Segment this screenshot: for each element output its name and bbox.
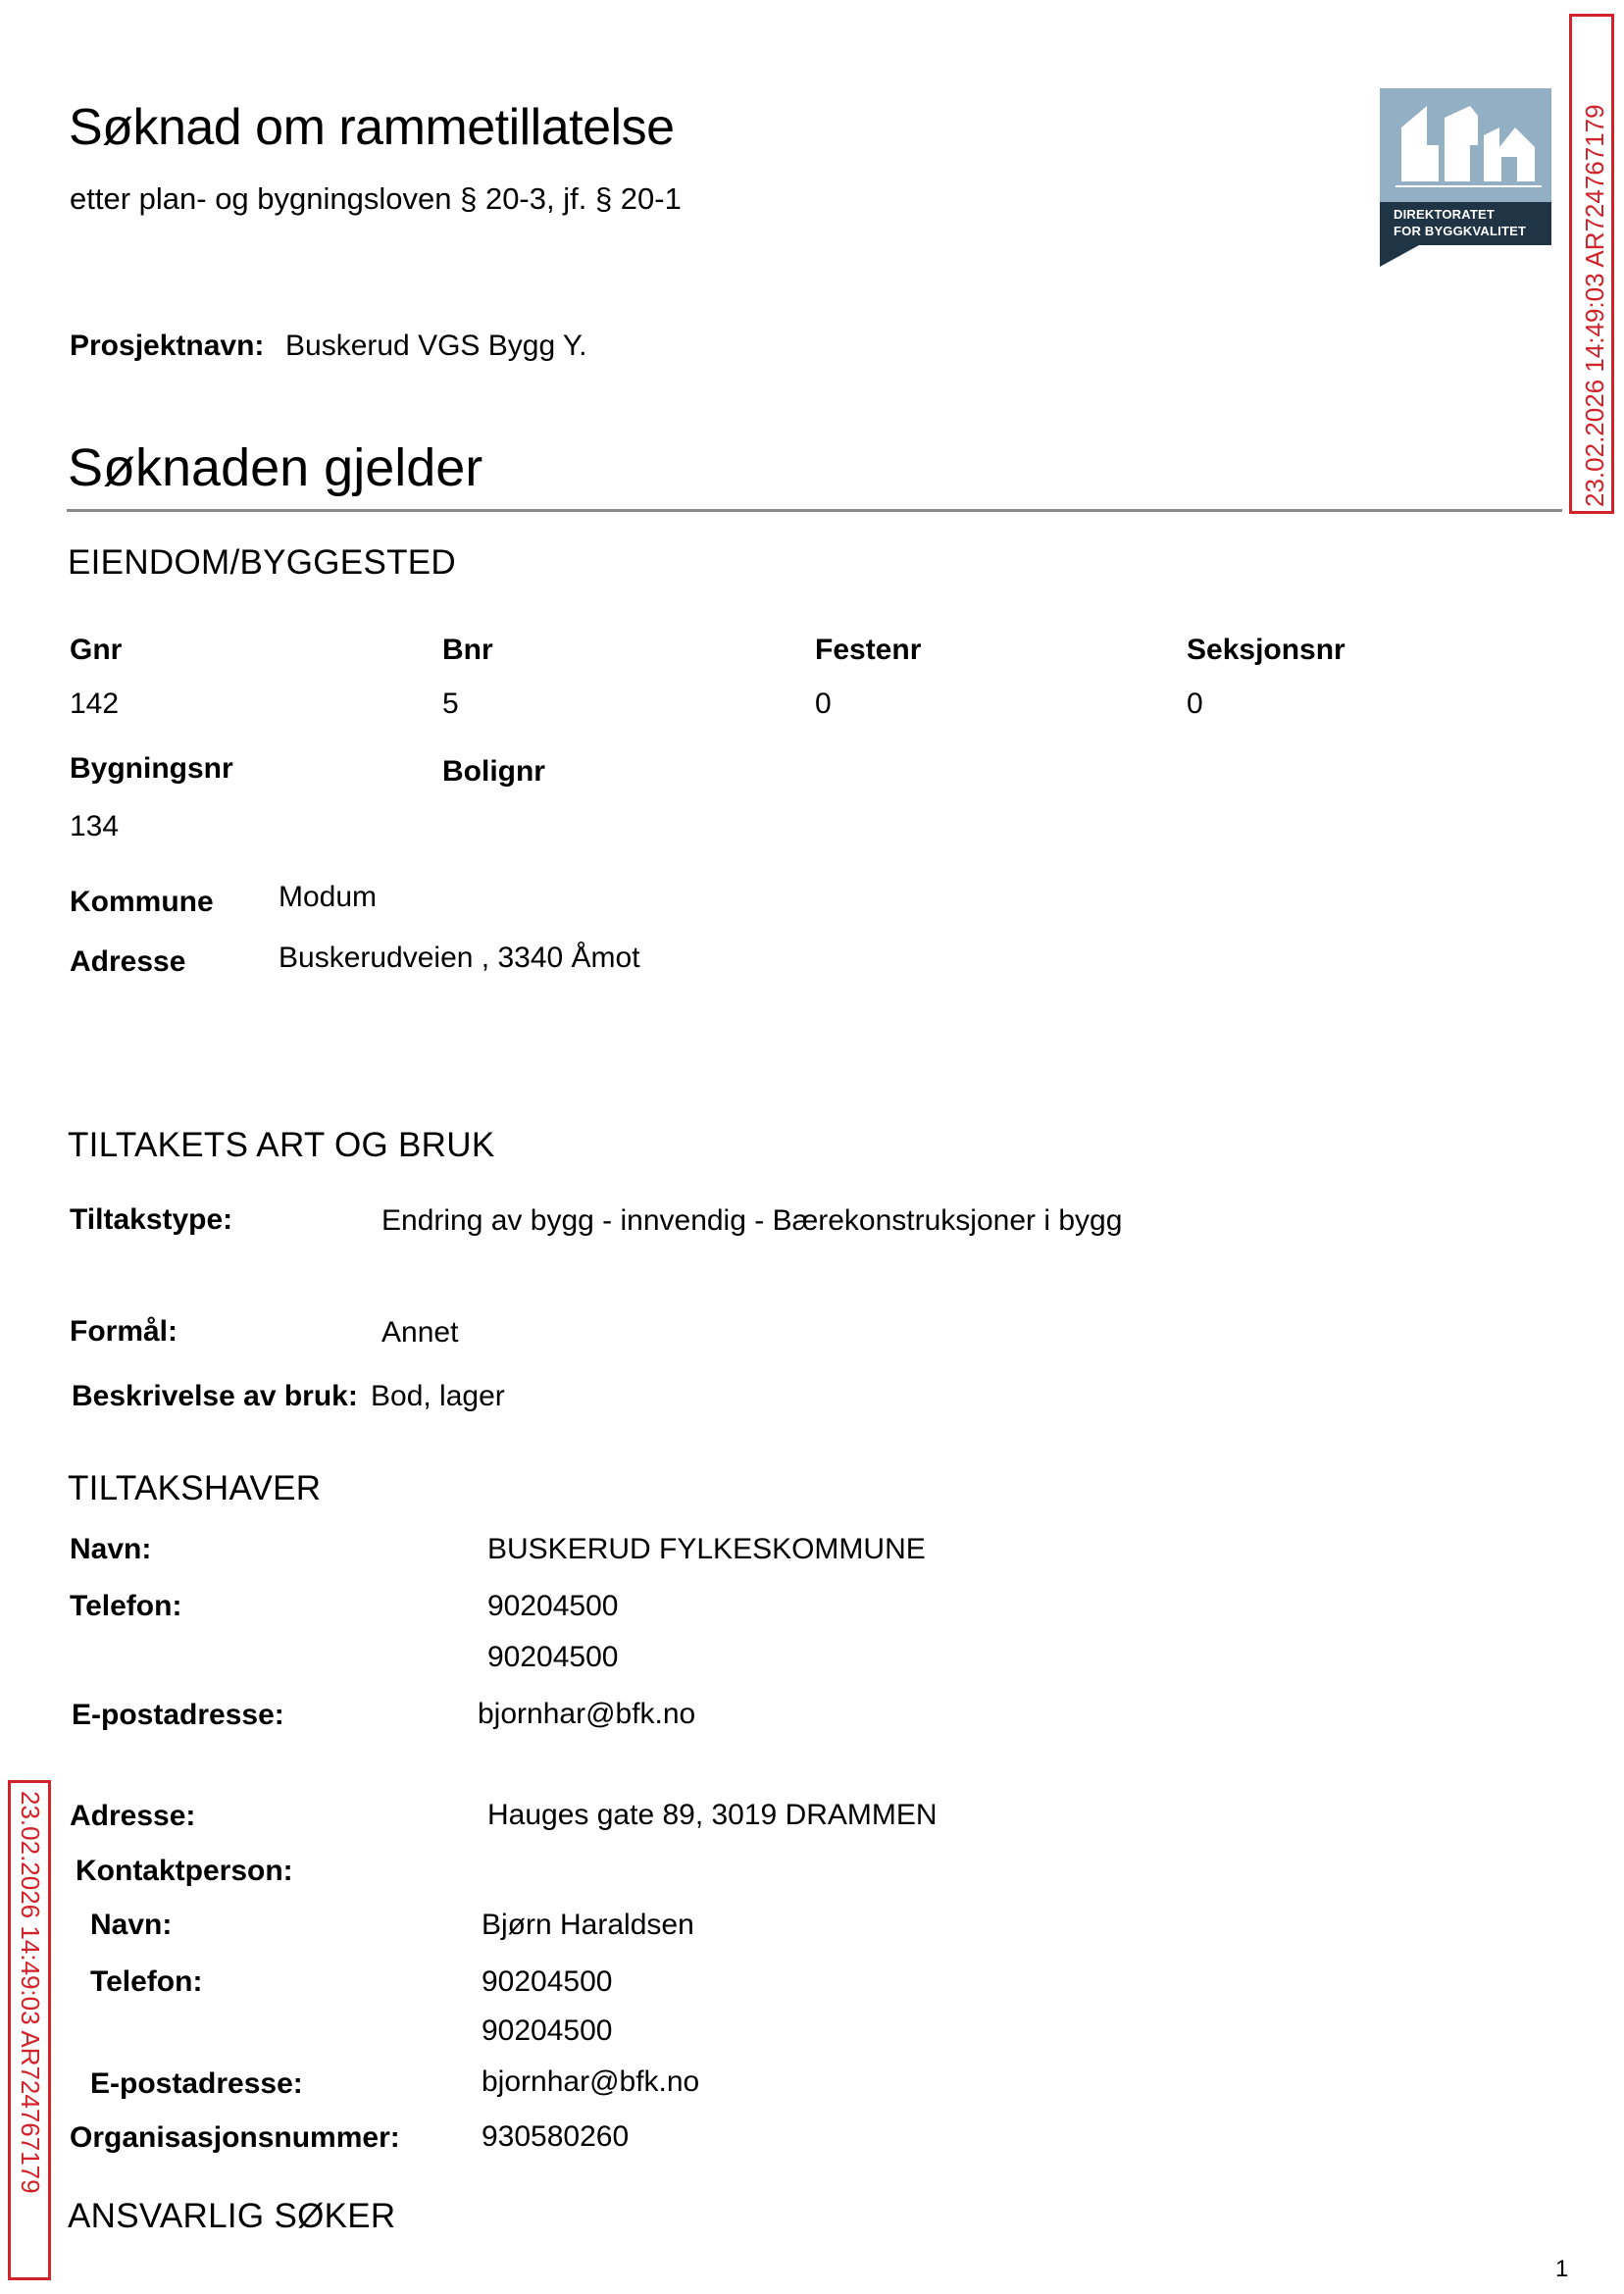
tiltakshaver-navn-label: Navn: bbox=[70, 1533, 152, 1565]
tiltakshaver-telefon-value-2: 90204500 bbox=[487, 1641, 619, 1673]
stamp-bottom-left bbox=[8, 1780, 51, 2280]
ansvarlig-soker-heading: ANSVARLIG SØKER bbox=[68, 2197, 396, 2235]
gnr-label: Gnr bbox=[70, 634, 123, 666]
kontakt-epost-value: bjornhar@bfk.no bbox=[482, 2065, 700, 2098]
kontakt-telefon-value-2: 90204500 bbox=[482, 2014, 613, 2047]
tiltakstype-label: Tiltakstype: bbox=[70, 1203, 233, 1236]
festenr-value: 0 bbox=[815, 688, 832, 720]
adresse-value: Buskerudveien , 3340 Åmot bbox=[279, 942, 640, 974]
kommune-label: Kommune bbox=[70, 886, 214, 918]
kommune-value: Modum bbox=[279, 881, 378, 913]
kontakt-navn-label: Navn: bbox=[90, 1909, 173, 1941]
kontakt-epost-label: E-postadresse: bbox=[90, 2067, 303, 2100]
formal-label: Formål: bbox=[70, 1315, 178, 1348]
seksjonsnr-value: 0 bbox=[1187, 688, 1203, 720]
bruk-value: Bod, lager bbox=[371, 1380, 505, 1412]
tiltakstype-value: Endring av bygg - innvendig - Bærekonstruksjoner i bygg bbox=[381, 1204, 1123, 1237]
logo-line-2: FOR BYGGKVALITET bbox=[1394, 224, 1527, 238]
stamp-top-right bbox=[1569, 14, 1614, 514]
gnr-value: 142 bbox=[70, 688, 120, 720]
kontakt-navn-value: Bjørn Haraldsen bbox=[482, 1909, 694, 1941]
bruk-label: Beskrivelse av bruk: bbox=[72, 1380, 358, 1412]
bolignr-label: Bolignr bbox=[442, 755, 545, 788]
page-number: 1 bbox=[1555, 2256, 1569, 2282]
kontaktperson-label: Kontaktperson: bbox=[76, 1855, 293, 1887]
eiendom-heading: EIENDOM/BYGGESTED bbox=[68, 543, 456, 582]
tiltakshaver-adresse-label: Adresse: bbox=[70, 1800, 196, 1832]
dibk-logo-banner bbox=[1380, 202, 1551, 245]
orgnr-value: 930580260 bbox=[482, 2120, 630, 2153]
document-title: Søknad om rammetillatelse bbox=[69, 99, 675, 156]
bnr-value: 5 bbox=[442, 688, 459, 720]
bygningsnr-value: 134 bbox=[70, 810, 120, 842]
orgnr-label: Organisasjonsnummer: bbox=[70, 2121, 400, 2154]
kontakt-telefon-value-1: 90204500 bbox=[482, 1965, 613, 1998]
logo-flag bbox=[1380, 245, 1419, 267]
tiltakshaver-adresse-value: Hauges gate 89, 3019 DRAMMEN bbox=[487, 1799, 938, 1831]
bygningsnr-label: Bygningsnr bbox=[70, 752, 233, 785]
tiltak-heading: TILTAKETS ART OG BRUK bbox=[68, 1126, 495, 1164]
tiltakshaver-heading: TILTAKSHAVER bbox=[68, 1469, 322, 1507]
logo-line-1: DIREKTORATET bbox=[1394, 207, 1496, 222]
kontakt-telefon-label: Telefon: bbox=[90, 1965, 203, 1998]
section-divider bbox=[67, 509, 1562, 512]
formal-value: Annet bbox=[381, 1316, 459, 1349]
stamp-top-right-text: 23.02.2026 14:49:03 AR724767179 bbox=[1580, 104, 1609, 507]
document-subtitle: etter plan- og bygningsloven § 20-3, jf. § 20-1 bbox=[70, 181, 682, 216]
tiltakshaver-navn-value: BUSKERUD FYLKESKOMMUNE bbox=[487, 1533, 926, 1565]
tiltakshaver-telefon-value-1: 90204500 bbox=[487, 1590, 619, 1622]
tiltakshaver-telefon-label: Telefon: bbox=[70, 1590, 182, 1622]
project-label: Prosjektnavn: bbox=[70, 330, 265, 362]
stamp-bottom-left-text: 23.02.2026 14:49:03 AR724767179 bbox=[16, 1791, 45, 2194]
tiltakshaver-epost-label: E-postadresse: bbox=[72, 1699, 284, 1731]
tiltakshaver-epost-value: bjornhar@bfk.no bbox=[478, 1698, 696, 1730]
dibk-logo bbox=[1380, 88, 1551, 275]
seksjonsnr-label: Seksjonsnr bbox=[1187, 634, 1345, 666]
main-heading: Søknaden gjelder bbox=[68, 438, 483, 497]
adresse-label: Adresse bbox=[70, 945, 186, 978]
festenr-label: Festenr bbox=[815, 634, 922, 666]
bnr-label: Bnr bbox=[442, 634, 493, 666]
project-value: Buskerud VGS Bygg Y. bbox=[285, 330, 587, 362]
dibk-logo-icon bbox=[1380, 88, 1551, 202]
